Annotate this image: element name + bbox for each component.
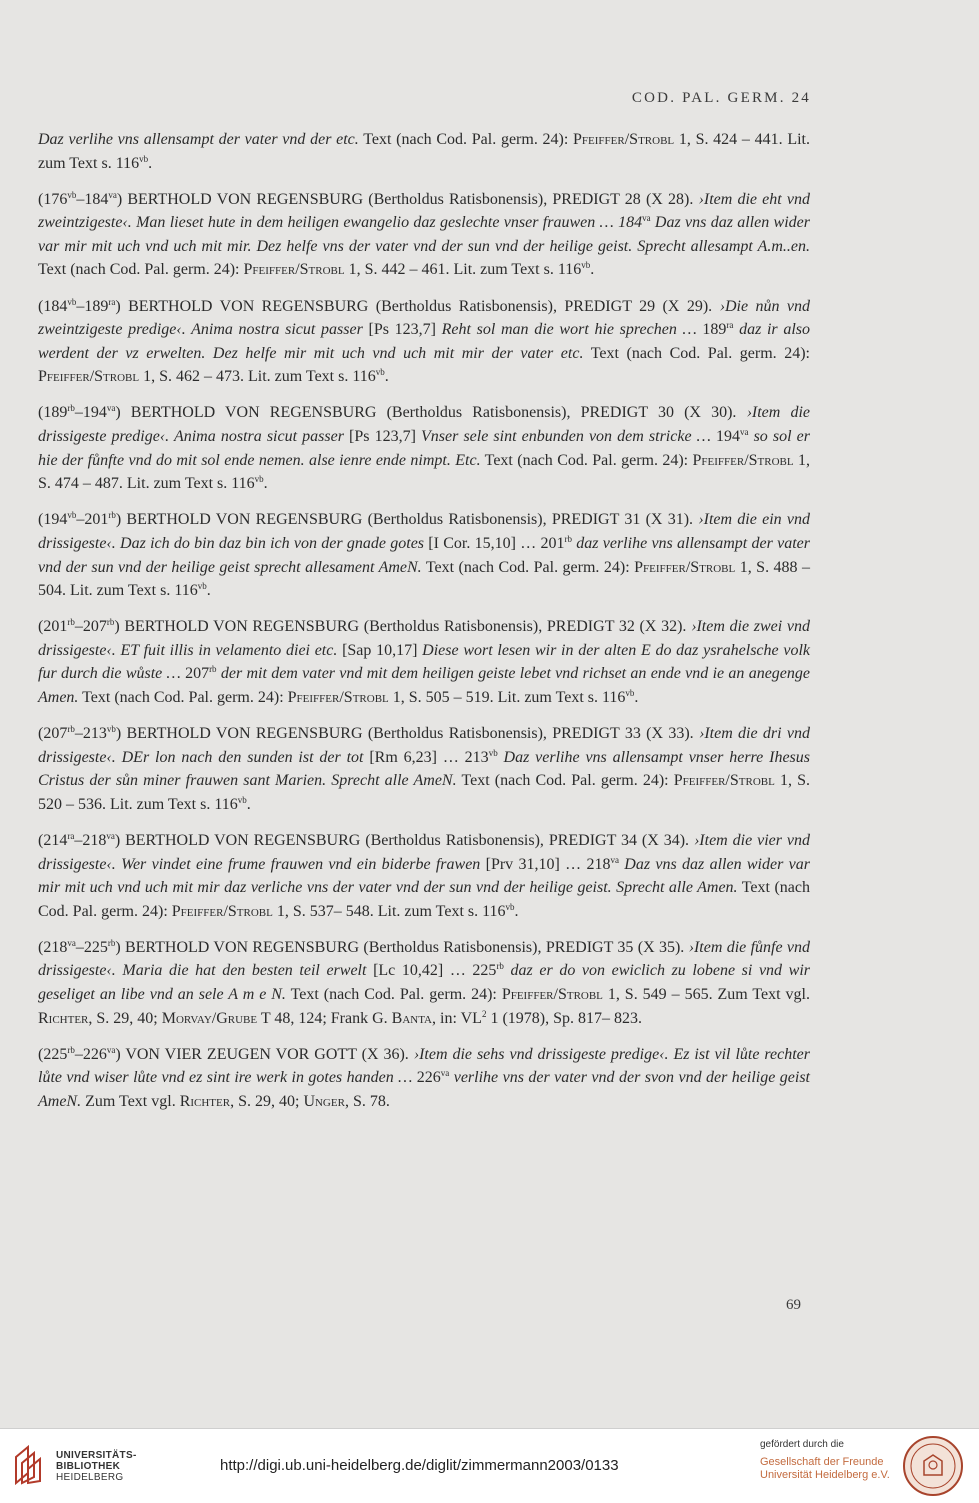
- running-header: COD. PAL. GERM. 24: [631, 90, 811, 106]
- catalog-entry: $(207^{rb}-213^{vb})$ BERTHOLD VON REGENSBURG (Bertholdus Ratisbonensis), PREDIGT 33 (X 33). ›Item die dri vnd drissigeste‹. DEr lon nach den sunden ist der tot [Rm 6,23] … $213^{vb}$ Daz verlihe vns allensampt vnser herre Ihesus Cristus der sůn miner frauwen sant Marien. Sprecht alle AmeN. Text (nach Cod. Pal. germ. 24): Pfeiffer/Strobl 1, S. 520 – 536. Lit. zum Text s. $116^{vb}$.: [38, 724, 811, 813]
- catalog-body: [38, 128, 810, 1126]
- catalog-entry: $(194^{vb}-201^{rb})$ BERTHOLD VON REGENSBURG (Bertholdus Ratisbonensis), PREDIGT 31 (X 31). ›Item die ein vnd drissigeste‹. Daz ich do bin daz bin ich von der gnade gotes [I Cor. 15,10] … $201^{rb}$ daz verlihe vns allensampt der vater vnd der sun vnd der heilige geist sprecht allesament AmeN. Text (nach Cod. Pal. germ. 24): Pfeiffer/Strobl 1, S. 488 – 504. Lit. zum Text s. $116^{vb}$.: [38, 510, 810, 600]
- page-number: 69: [786, 1297, 801, 1313]
- catalog-entry: $(184^{vb}-189^{ra})$ BERTHOLD VON REGENSBURG (Bertholdus Ratisbonensis), PREDIGT 29 (X 29). ›Die nůn vnd zweintzigeste predige‹. Anima nostra sicut passer [Ps 123,7] Reht sol man die wort hie sprechen … $189^{ra}$ daz ir also werdent der vz erwelten. Dez helfe mir mit uch vnd uch mit mir der vater etc. Text (nach Cod. Pal. germ. 24): Pfeiffer/Strobl 1, S. 462 – 473. Lit. zum Text s. $116^{vb}$.: [38, 296, 811, 386]
- university-seal-icon: [902, 1435, 964, 1497]
- library-name: UNIVERSITÄTS- BIBLIOTHEK HEIDELBERG: [56, 1450, 137, 1483]
- catalog-entry: $(176^{vb}-184^{va})$ BERTHOLD VON REGENSBURG (Bertholdus Ratisbonensis), PREDIGT 28 (X 28). ›Item die eht vnd zweintzigeste‹. Man lieset hute in dem heiligen ewangelio daz geslechte vnser frauwen … $184^{va}$ Daz vns daz allen wider var mir mit uch vnd uch mit mir. Dez helfe vns der vater vnd der sun vnd der heilige geist. Sprecht allesampt A.m..en. Text (nach Cod. Pal. germ. 24): Pfeiffer/Strobl 1, S. 442 – 461. Lit. zum Text s. $116^{vb}$.: [38, 189, 811, 279]
- permalink-url[interactable]: http://digi.ub.uni-heidelberg.de/diglit/zimmermann2003/0133: [220, 1457, 619, 1474]
- catalog-entry: $(218^{va}-225^{rb})$ BERTHOLD VON REGENSBURG (Bertholdus Ratisbonensis), PREDIGT 35 (X 35). ›Item die fůnfe vnd drissigeste‹. Maria die hat den besten teil erwelt [Lc 10,42] … $225^{rb}$ daz er do von ewiclich zu lobene si vnd wir geseliget an libe vnd an sele A m e N. Text (nach Cod. Pal. germ. 24): Pfeiffer/Strobl 1, S. 549 – 565. Zum Text vgl. Richter, S. 29, 40; Morvay/Grube T 48, 124; Frank G. Banta, in: $VL^2$ 1 (1978), Sp. 817– 823.: [38, 937, 811, 1027]
- catalog-entry: $(214^{ra}-218^{va})$ BERTHOLD VON REGENSBURG (Bertholdus Ratisbonensis), PREDIGT 34 (X 34). ›Item die vier vnd drissigeste‹. Wer vindet eine frume frauwen vnd ein biderbe frawen [Prv 31,10] … $218^{va}$ Daz vns daz allen wider var mir mit uch vnd uch mit mir daz verliche vns der vater vnd der sun vnd der heilige geist. Sprecht alle Amen. Text (nach Cod. Pal. germ. 24): Pfeiffer/Strobl 1, S. 537– 548. Lit. zum Text s. $116^{vb}$.: [38, 830, 810, 920]
- viewer-footer: [0, 1428, 979, 1503]
- catalog-entry: $(189^{rb}-194^{va})$ BERTHOLD VON REGENSBURG (Bertholdus Ratisbonensis), PREDIGT 30 (X 30). ›Item die drissigeste predige‹. Anima nostra sicut passer [Ps 123,7] Vnser sele sint enbunden von dem stricke … $194^{va}$ so sol er hie der fůnfte vnd do mit sol ende nemen. alse ienre ende nimpt. Etc. Text (nach Cod. Pal. germ. 24): Pfeiffer/Strobl 1, S. 474 – 487. Lit. zum Text s. $116^{vb}$.: [38, 403, 811, 493]
- university-library-logo-icon: [12, 1445, 48, 1485]
- catalog-entry: Daz verlihe vns allensampt der vater vnd der etc. Text (nach Cod. Pal. germ. 24): Pfeiffer/Strobl 1, S. 424 – 441. Lit. zum Text s. $116^{vb}$.: [38, 131, 810, 172]
- catalog-entry: $(201^{rb}-207^{rb})$ BERTHOLD VON REGENSBURG (Bertholdus Ratisbonensis), PREDIGT 32 (X 32). ›Item die zwei vnd drissigeste‹. ET fuit illis in velamento diei etc. [Sap 10,17] Diese wort lesen wir in der alten E do daz ysrahelsche volk fur durch die wůste … $207^{rb}$ der mit dem vater vnd mit dem heiligen geiste lebet vnd richset an ende vnd ie an anegenge Amen. Text (nach Cod. Pal. germ. 24): Pfeiffer/Strobl 1, S. 505 – 519. Lit. zum Text s. $116^{vb}$.: [38, 617, 811, 706]
- society-name: Gesellschaft der Freunde Universität Heidelberg e.V.: [760, 1456, 890, 1481]
- funded-by-label: gefördert durch die: [760, 1439, 844, 1450]
- catalog-entry: $(225^{rb}-226^{va})$ VON VIER ZEUGEN VOR GOTT (X 36). ›Item die sehs vnd drissigeste predige‹. Ez ist vil lůte rechter lůte vnd wiser lůte vnd ez sint ire werk in gotes handen … $226^{va}$ verlihe vns der vater vnd der svon vnd der heilige geist AmeN. Zum Text vgl. Richter, S. 29, 40; Unger, S. 78.: [38, 1044, 810, 1110]
